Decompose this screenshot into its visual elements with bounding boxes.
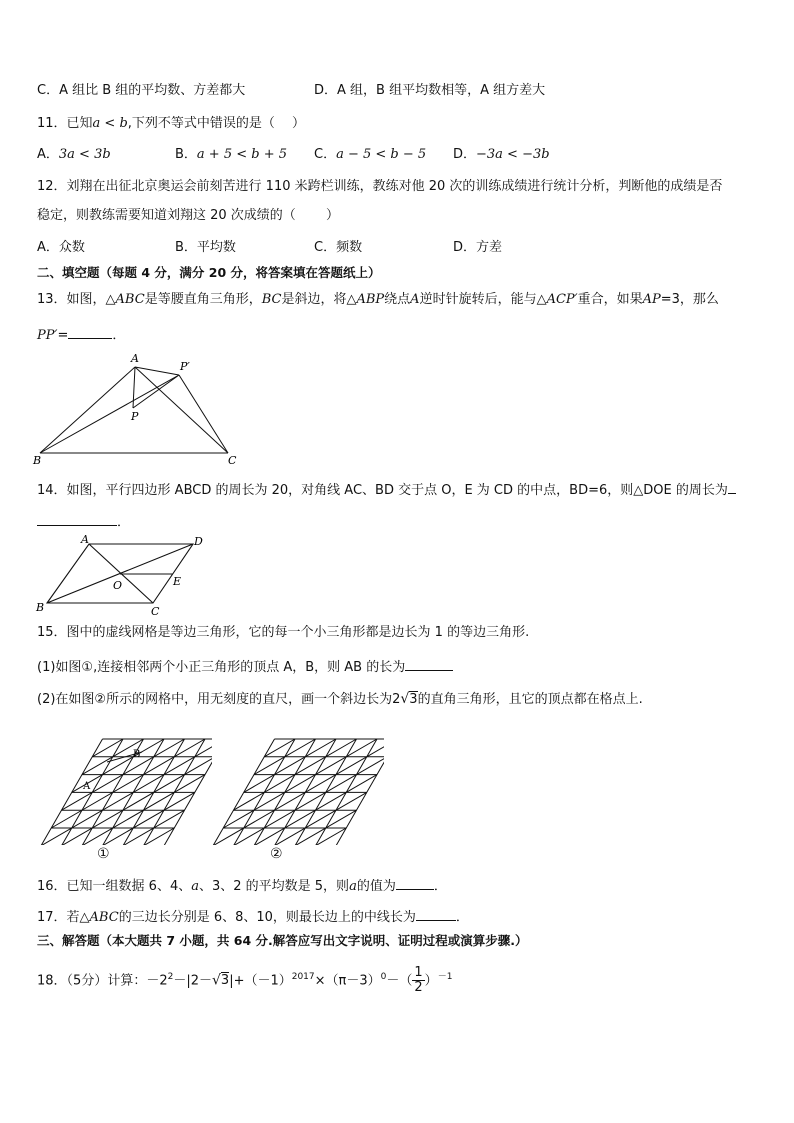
section-3-heading: 三、解答题（本大题共 7 小题，共 64 分.解答应写出文字说明、证明过程或演算步骤.） xyxy=(37,933,528,948)
q11-option-c: C．a − 5 < b − 5 xyxy=(314,147,427,162)
q14-line-1: 14．如图，平行四边形 ABCD 的周长为 20，对角线 AC、BD 交于点 O，E 为 CD 的中点，BD=6，则△DOE 的周长为 xyxy=(37,479,736,500)
q14-label-c: C xyxy=(151,605,160,618)
q14-answer-blank[interactable] xyxy=(37,511,117,526)
q13-label-c: C xyxy=(228,454,237,467)
q11-option-d: D．−3a < −3b xyxy=(453,147,550,162)
q10-option-d: D．A 组，B 组平均数相等，A 组方差大 xyxy=(314,83,546,98)
q12-option-d: D．方差 xyxy=(453,240,503,255)
q10-option-c: C．A 组比 B 组的平均数、方差都大 xyxy=(37,83,246,98)
q15-grid-figure-1 xyxy=(38,737,212,845)
q13-label-a: A xyxy=(131,352,139,365)
q13-segment-bp1 xyxy=(40,375,179,453)
q15-sub-2: (2)在如图②所示的网格中，用无刻度的直尺，画一个斜边长为2√3的直角三角形，且它的顶点都在格点上. xyxy=(37,691,643,707)
q13-segment-ba xyxy=(40,367,135,453)
q13-answer-blank[interactable] xyxy=(68,324,112,339)
q17-line: 17．若△ABC的三边长分别是 6、8、10，则最长边上的中线长为 ． xyxy=(37,906,469,927)
q18-fraction: $\frac{1}{2}$ xyxy=(414,965,423,996)
q12-line-1: 12．刘翔在出征北京奥运会前刻苦进行 110 米跨栏训练，教练对他 20 次的训练成绩进行统计分析，判断他的成绩是否 xyxy=(37,179,723,194)
section-2-heading: 二、填空题（每题 4 分，满分 20 分，将答案填在答题纸上） xyxy=(37,265,381,280)
q14-label-o: O xyxy=(113,579,123,592)
q13-label-b: B xyxy=(33,454,42,467)
q18-line: 18．（5分）计算：$-2^2-|2-√3|+(-1)^{2017}\times(\pi-3)^0-$（ $\frac{1}{2}$ ）$^{-1}$ xyxy=(37,965,453,996)
q17-answer-blank[interactable] xyxy=(416,906,456,921)
q14-label-d: D xyxy=(194,535,203,548)
q15-line-1: 15．图中的虚线网格是等边三角形，它的每一个小三角形都是边长为 1 的等边三角形. xyxy=(37,625,530,640)
q11-option-a: A．3a < 3b xyxy=(37,147,111,162)
q11-condition: a < b xyxy=(92,116,128,131)
q14-label-b: B xyxy=(36,601,45,614)
q15-label-a: A xyxy=(83,781,91,792)
q13-segment-ap1 xyxy=(135,367,179,375)
q15-grid-figure-2 xyxy=(210,737,384,845)
q14-line-2: ． xyxy=(37,511,130,532)
q11-stem xyxy=(37,115,305,133)
q16-answer-blank[interactable] xyxy=(396,875,434,890)
q11-stem-pre: 11．已知 xyxy=(37,116,93,131)
q12-option-c: C．频数 xyxy=(314,240,363,255)
q12-line-2: 稳定，则教练需要知道刘翔这 20 次成绩的（ ） xyxy=(37,208,339,223)
q13-label-p-prime: P′ xyxy=(180,360,190,373)
q15-label-b: B xyxy=(133,749,141,760)
q13-segment-ap xyxy=(133,367,135,408)
q13-label-p: P xyxy=(131,410,139,423)
q15-caption-2: ② xyxy=(270,846,283,862)
q14-label-e: E xyxy=(173,575,182,588)
q11-stem-post: ,下列不等式中错误的是（ ） xyxy=(127,116,306,131)
q13-line-2: PP′= ． xyxy=(37,324,125,345)
q15-answer-blank[interactable] xyxy=(405,656,453,671)
q13-figure xyxy=(30,350,250,468)
q14-label-a: A xyxy=(81,533,89,546)
q13-segment-pp1 xyxy=(133,375,179,408)
q12-option-a: A．众数 xyxy=(37,240,85,255)
q16-line: 16．已知一组数据 6、4、a、3、2 的平均数是 5，则a的值为 ． xyxy=(37,875,447,896)
q15-sub-1: (1)如图①,连接相邻两个小正三角形的顶点 A，B，则 AB 的长为 xyxy=(37,656,453,677)
q13-line-1: 13．如图，△ABC是等腰直角三角形，BC是斜边，将△ABP绕点A逆时针旋转后，能与△ACP′重合，如果AP=3，那么 xyxy=(37,292,719,307)
q14-figure xyxy=(33,533,213,618)
q15-caption-1: ① xyxy=(97,846,110,862)
q12-option-b: B．平均数 xyxy=(175,240,236,255)
q11-option-b: B．a + 5 < b + 5 xyxy=(175,147,288,162)
